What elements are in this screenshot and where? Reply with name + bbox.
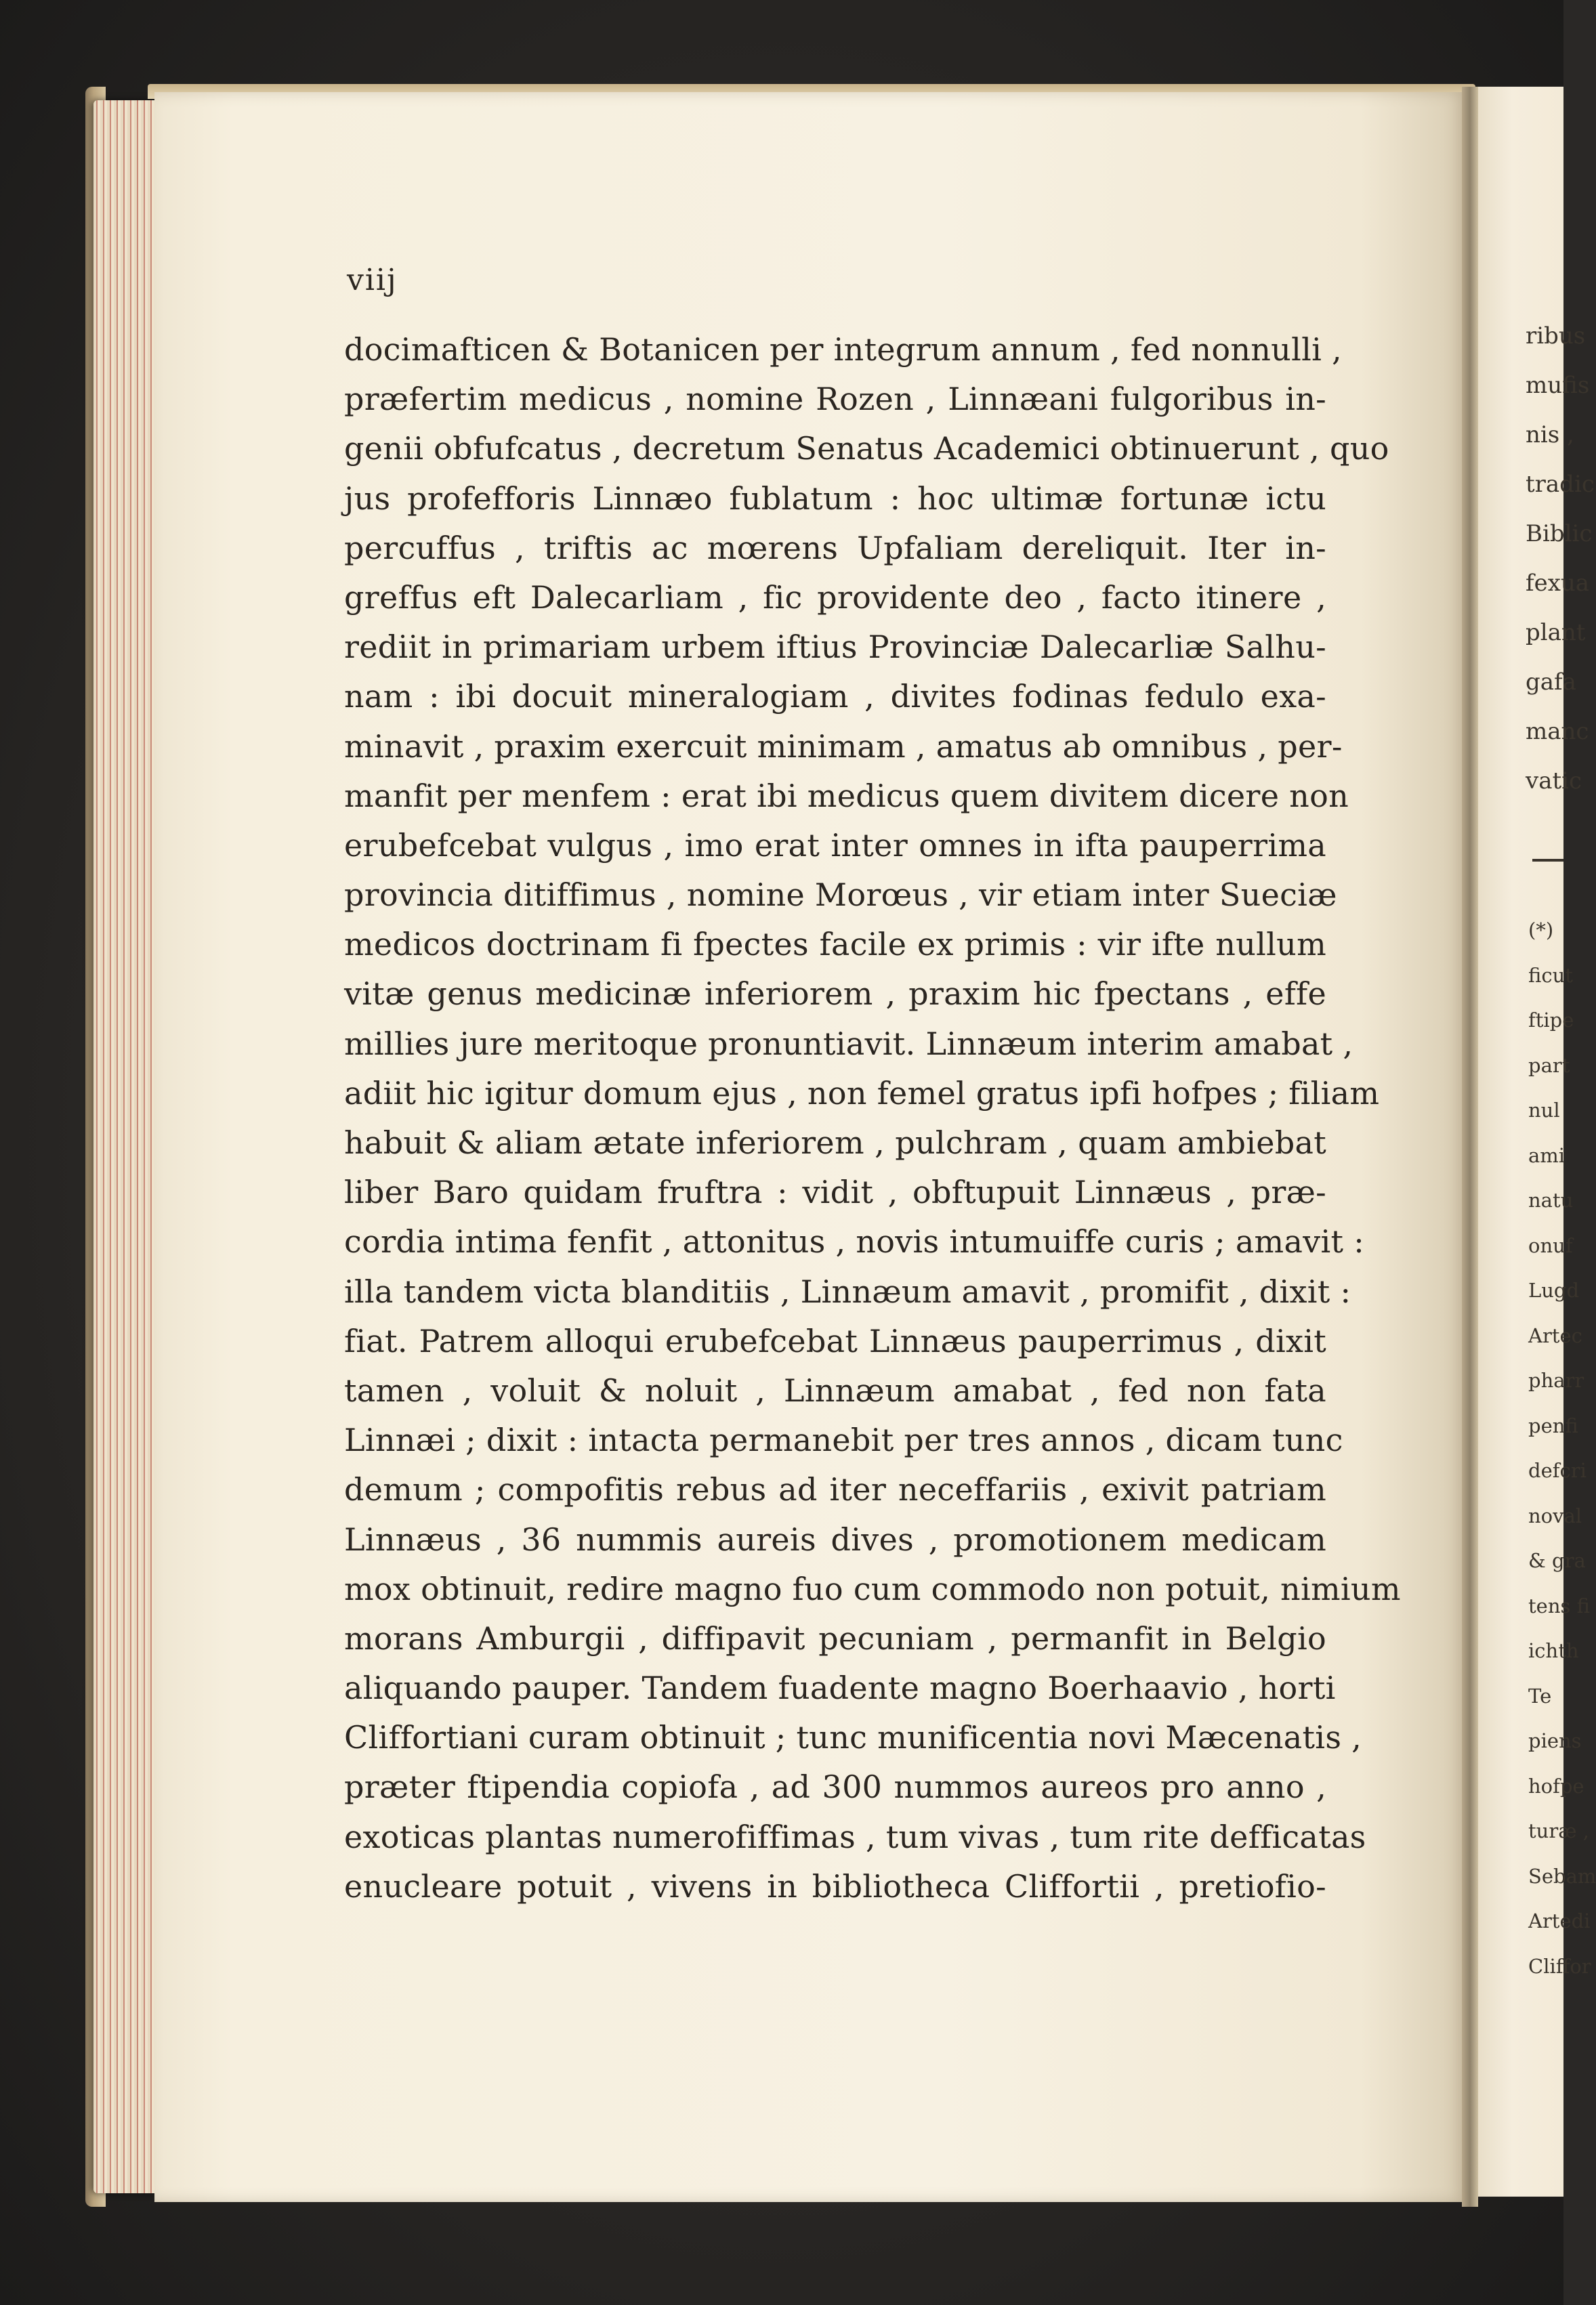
text-line: demum ; compofitis rebus ad iter neceffariis , exivit patriam	[344, 1471, 1326, 1508]
text-line: manfit per menfem : erat ibi medicus quem divitem dicere non	[344, 777, 1349, 814]
facing-page-footnote-fragment: onuf	[1528, 1233, 1573, 1257]
facing-page-footnote-fragment: Artedi	[1528, 1909, 1591, 1932]
text-line: habuit & aliam ætate inferiorem , pulchram , quam ambiebat	[344, 1124, 1326, 1161]
text-line: Linnæus , 36 nummis aureis dives , promotionem medicam	[344, 1521, 1326, 1558]
text-line: adiit hic igitur domum ejus , non femel gratus ipfi hofpes ; filiam	[344, 1074, 1380, 1112]
text-line: morans Amburgii , diffipavit pecuniam , permanfit in Belgio	[344, 1620, 1326, 1657]
facing-page-fragment: fexua	[1526, 570, 1590, 597]
text-line: Linnæi ; dixit : intacta permanebit per tres annos , dicam tunc	[344, 1422, 1343, 1459]
text-line: vitæ genus medicinæ inferiorem , praxim hic fpectans , effe	[344, 975, 1326, 1013]
text-line: docimafticen & Botanicen per integrum annum , fed nonnulli ,	[344, 331, 1342, 368]
facing-page-footnote-fragment: Te	[1528, 1684, 1552, 1708]
page-edges	[93, 100, 159, 2193]
text-line: nam : ibi docuit mineralogiam , divites fodinas fedulo exa-	[344, 678, 1326, 715]
facing-page-footnote-fragment: nul	[1528, 1099, 1560, 1122]
text-line: fiat. Patrem alloqui erubefcebat Linnæus pauperrimus , dixit	[344, 1322, 1326, 1359]
facing-page-fragment: Biblic	[1526, 520, 1593, 547]
text-line: præfertim medicus , nomine Rozen , Linnæani fulgoribus in-	[344, 381, 1326, 418]
facing-page-footnote-fragment: & gra	[1528, 1549, 1586, 1572]
facing-page-footnote-fragment: Artec	[1528, 1324, 1582, 1347]
facing-page-footnote-fragment: Lugd	[1528, 1279, 1580, 1302]
facing-page-fragment: plant	[1526, 619, 1586, 646]
text-line: aliquando pauper. Tandem fuadente magno Boerhaavio , horti	[344, 1670, 1336, 1707]
text-line: enucleare potuit , vivens in bibliotheca Cliffortii , pretiofio-	[344, 1867, 1326, 1905]
facing-page-footnote-fragment: (*)	[1528, 918, 1554, 942]
text-line: millies jure meritoque pronuntiavit. Linnæum interim amabat ,	[344, 1025, 1353, 1062]
text-line: Cliffortiani curam obtinuit ; tunc munificentia novi Mæcenatis ,	[344, 1719, 1362, 1756]
footnote-rule	[1532, 859, 1563, 862]
facing-page-footnote-fragment: noval	[1528, 1504, 1582, 1527]
facing-page-fragment: tradic	[1526, 471, 1595, 498]
text-line: illa tandem victa blanditiis , Linnæum amavit , promifit , dixit :	[344, 1273, 1351, 1310]
text-line: cordia intima fenfit , attonitus , novis intumuiffe curis ; amavit :	[344, 1223, 1364, 1261]
facing-page-footnote-fragment: Cliffor	[1528, 1954, 1591, 1978]
facing-page-footnotes	[1528, 908, 1596, 1989]
text-line: percuffus , triftis ac mœrens Upfaliam dereliquit. Iter in-	[344, 529, 1326, 566]
text-line: provincia ditiffimus , nomine Morœus , vir etiam inter Sueciæ	[344, 876, 1337, 914]
facing-page-fragment: gafa	[1526, 669, 1576, 696]
facing-page-fragment: ribus	[1526, 322, 1586, 350]
facing-page-footnote-fragment: tens fi	[1528, 1594, 1590, 1617]
body-text	[344, 325, 1401, 1911]
facing-page-footnote-fragment: natu	[1528, 1189, 1574, 1212]
facing-page-footnote-fragment: pharr	[1528, 1369, 1584, 1392]
facing-page-fragment: mufis	[1526, 372, 1590, 399]
facing-page-footnote-fragment: Sebam	[1528, 1864, 1596, 1888]
facing-page-fragment: manc	[1526, 718, 1589, 745]
text-line: minavit , praxim exercuit minimam , amatus ab omnibus , per-	[344, 727, 1343, 765]
text-line: præter ftipendia copiofa , ad 300 nummos aureos pro anno ,	[344, 1769, 1326, 1806]
facing-page-footnote-fragment: turæ ,	[1528, 1819, 1589, 1842]
text-line: greffus eft Dalecarliam , fic providente deo , facto itinere ,	[344, 578, 1326, 616]
facing-page-footnote-fragment: defcri	[1528, 1459, 1587, 1482]
text-line: genii obfufcatus , decretum Senatus Academici obtinuerunt , quo	[344, 430, 1389, 467]
text-line: rediit in primariam urbem iftius Provinciæ Dalecarliæ Salhu-	[344, 629, 1326, 666]
text-line: jus profefforis Linnæo fublatum : hoc ultimæ fortunæ ictu	[344, 480, 1326, 517]
facing-page-footnote-fragment: piens	[1528, 1729, 1582, 1752]
text-line: erubefcebat vulgus , imo erat inter omnes in ifta pauperrima	[344, 826, 1326, 864]
facing-page-footnote-fragment: ichth	[1528, 1639, 1579, 1662]
facing-page-footnote-fragment: ficut	[1528, 963, 1573, 987]
text-line: exoticas plantas numerofiffimas , tum vivas , tum rite defficatas	[344, 1818, 1366, 1855]
facing-page-fragment: vatic	[1526, 767, 1582, 795]
facing-page-footnote-fragment: hofpe	[1528, 1774, 1584, 1798]
text-line: mox obtinuit, redire magno fuo cum commodo non potuit, nimium	[344, 1570, 1401, 1607]
facing-page-fragment: nis ,	[1526, 421, 1574, 448]
text-line: tamen , voluit & noluit , Linnæum amabat , fed non fata	[344, 1372, 1326, 1409]
facing-page-footnote-fragment: ftipe	[1528, 1009, 1574, 1032]
page-folio: viij	[347, 263, 398, 297]
facing-page-footnote-fragment: ami	[1528, 1143, 1566, 1167]
gutter	[1462, 87, 1478, 2207]
facing-page-footnote-fragment: penfi	[1528, 1414, 1578, 1437]
facing-page-footnote-fragment: part	[1528, 1053, 1570, 1077]
text-line: liber Baro quidam fruftra : vidit , obftupuit Linnæus , præ-	[344, 1174, 1326, 1211]
facing-page-upper-text	[1526, 312, 1595, 806]
text-line: medicos doctrinam fi fpectes facile ex primis : vir ifte nullum	[344, 926, 1326, 963]
